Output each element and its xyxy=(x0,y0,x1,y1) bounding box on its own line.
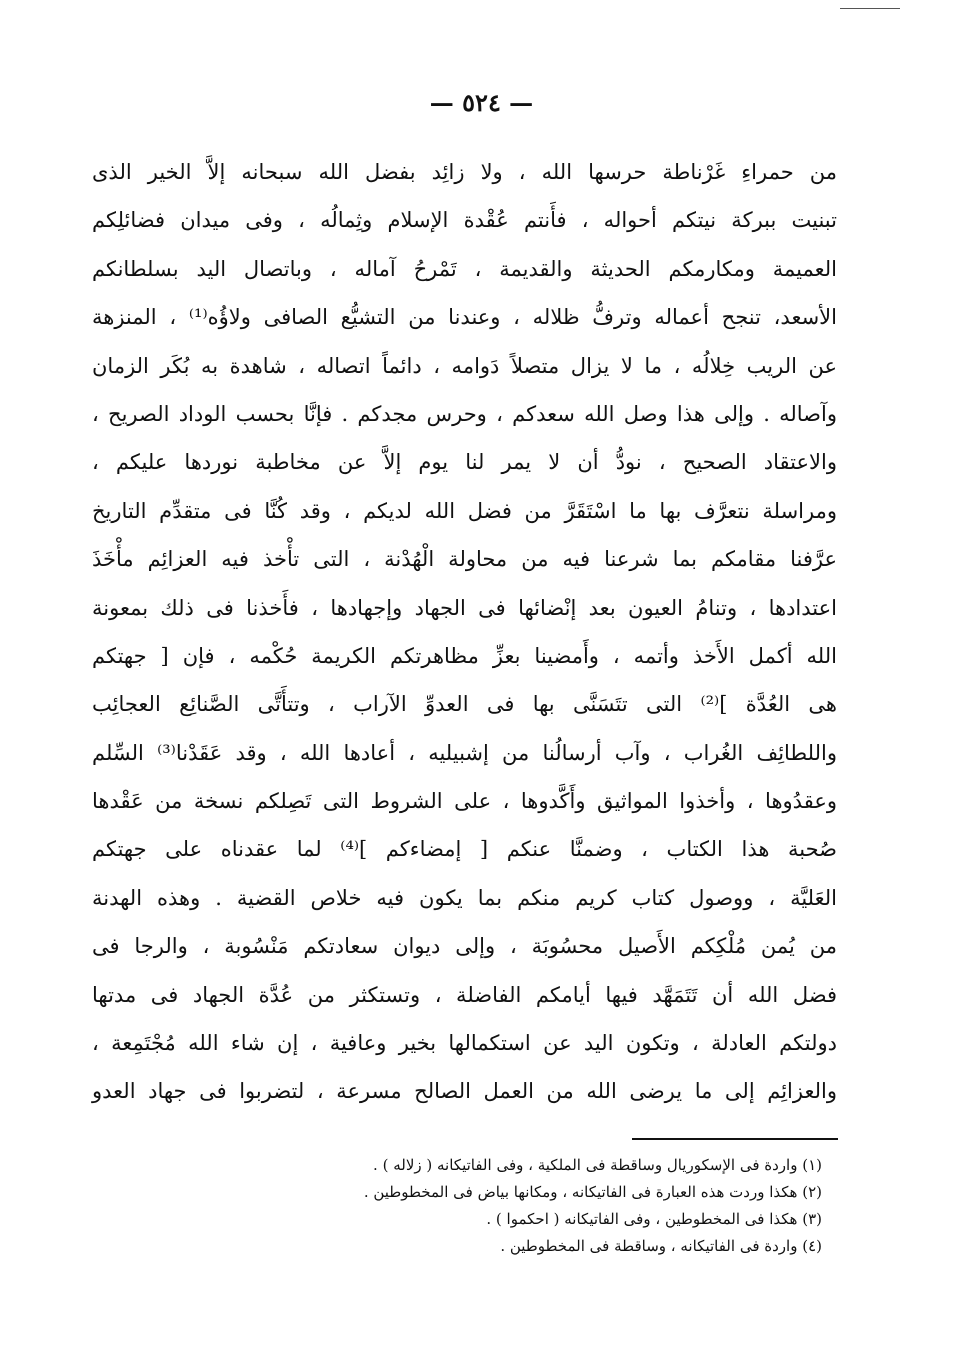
footnotes-block xyxy=(300,1152,822,1260)
text-line: ومراسلة نتعرَّف بها ما اسْتَقَرَّ من فضل الله لديكم ، وقد كُنَّا فى متقدِّم التاريخ xyxy=(92,498,837,523)
text-line: والاعتقاد الصحيح ، نودُّ أن لا يمر لنا يوم إلاَّ عن مخاطبة نوردها عليكم ، xyxy=(92,450,837,475)
text-line: فضل الله أن تَتَمَهَّد فيها أيامكم الفاضلة ، وتستكثر من عُدَّة الجهاد فى مدتها xyxy=(92,982,837,1007)
text-line: من يُمن مُلْكِكم الأَصيل محسُوبَة ، وإلى ديوان سعادتكم مَنْسُوبة ، والرجا فى xyxy=(92,934,837,959)
footnote: (٢) هكذا وردت هذه العبارة فى الفاتيكانه ، ومكانها بياض فى المخطوطين . xyxy=(363,1183,822,1201)
text-line: وآصاله . وإلى هذا وصل الله سعدكم ، وحرس مجدكم . فإنَّا بحسب الوداد الصريح ، xyxy=(92,401,837,426)
text-line: والعزائِم إلى ما يرضى الله من العمل الصالح مسرعة ، لتضربوا فى جهاد العدو xyxy=(92,1079,837,1104)
text-line: تبنيت ببركة نيتكم أحواله ، فأَنتم عُقْدة الإسلام وثِمالُه ، وفى ميدان فضائلِكم xyxy=(92,208,837,233)
footnote-divider xyxy=(632,1138,838,1140)
text-line: عرَّفنا مقامكم بما شرعنا فيه من محاولة الْهُدْنة ، التى تأْخذ فيه العزائِم مأْخَذَ xyxy=(92,547,837,572)
footnote: (٣) هكذا فى المخطوطين ، وفى الفاتيكانه ( احكموا ) . xyxy=(486,1210,822,1228)
text-line: هى العُدَّة ]⁽²⁾ التى تتَسَنَّى بها فى العدوِّ الآراب ، وتتأَتَّى الصَّنائِع العجائِب xyxy=(92,692,837,717)
text-line: واللطائِف الغُراب ، وآب أرسالُنا من إشبيليه ، أعادها الله ، وقد عَقَدْنا⁽³⁾ السِّلم xyxy=(92,740,837,765)
text-line: اعتدادها ، وتنامُ العيون بعد إنْضائها فى الجهاد وإجهادها ، فأَخذنا فى ذلك بمعونة xyxy=(92,595,837,620)
top-edge-rule xyxy=(840,8,900,9)
text-line: العَليَّة ، ووصول كتاب كريم منكم بما يكون فيه خلاص القضية . وهذه الهدنة xyxy=(92,885,837,910)
footnote: (١) واردة فى الإسكوريال وساقطة فى الملكية ، وفى الفاتيكانه ( زلاله ) . xyxy=(373,1156,822,1174)
text-line: دولتكم العادلة ، وتكون اليد عن استكمالها بخير وعافية ، إن شاء الله مُجْتَمِعة ، xyxy=(92,1031,837,1056)
page-number: — ٥٢٤ — xyxy=(429,88,534,117)
text-line: من حمراءِ غَرْناطة حرسها الله ، ولا زائِد بفضل الله سبحانه إلاَّ الخير الذى xyxy=(92,160,837,184)
text-line: صُحبة هذا الكتاب ، وضمنَّا عنكم [ إمضاءكم ]⁽⁴⁾ لما عقدناه على جهتكم xyxy=(92,837,837,862)
text-line: الأسعد، تنجح أعماله وترفُّ ظلاله ، وعندنا من التشيُّع الصافى ولاؤُه⁽¹⁾ ، المنزهة xyxy=(92,305,837,330)
text-line: عن الريب خِلالُه ، ما لا يزال متصلاً دَوامه ، دائماً اتصاله ، شاهدة به بُكَر الزمان xyxy=(92,353,837,378)
text-line: الله أكمل الأَخذ وأتمه ، وأَمضينا بعزِّ مظاهرتكم الكريمة حُكْمه ، فإن [ جهتكم xyxy=(92,643,837,668)
text-line: وعقدُوها ، وأخذوا المواثيق وأَكَّدوها ، على الشروط التى تَصِلكم نسخة من عَقْدها xyxy=(92,789,837,814)
main-text-block xyxy=(92,148,837,1116)
footnote: (٤) واردة فى الفاتيكانه ، وساقطة فى المخطوطين . xyxy=(500,1237,822,1255)
text-line: العميمة ومكارمكم الحديثة والقديمة ، تَمْرحُ آماله ، وباتصال اليد بسلطانكم xyxy=(92,256,837,281)
